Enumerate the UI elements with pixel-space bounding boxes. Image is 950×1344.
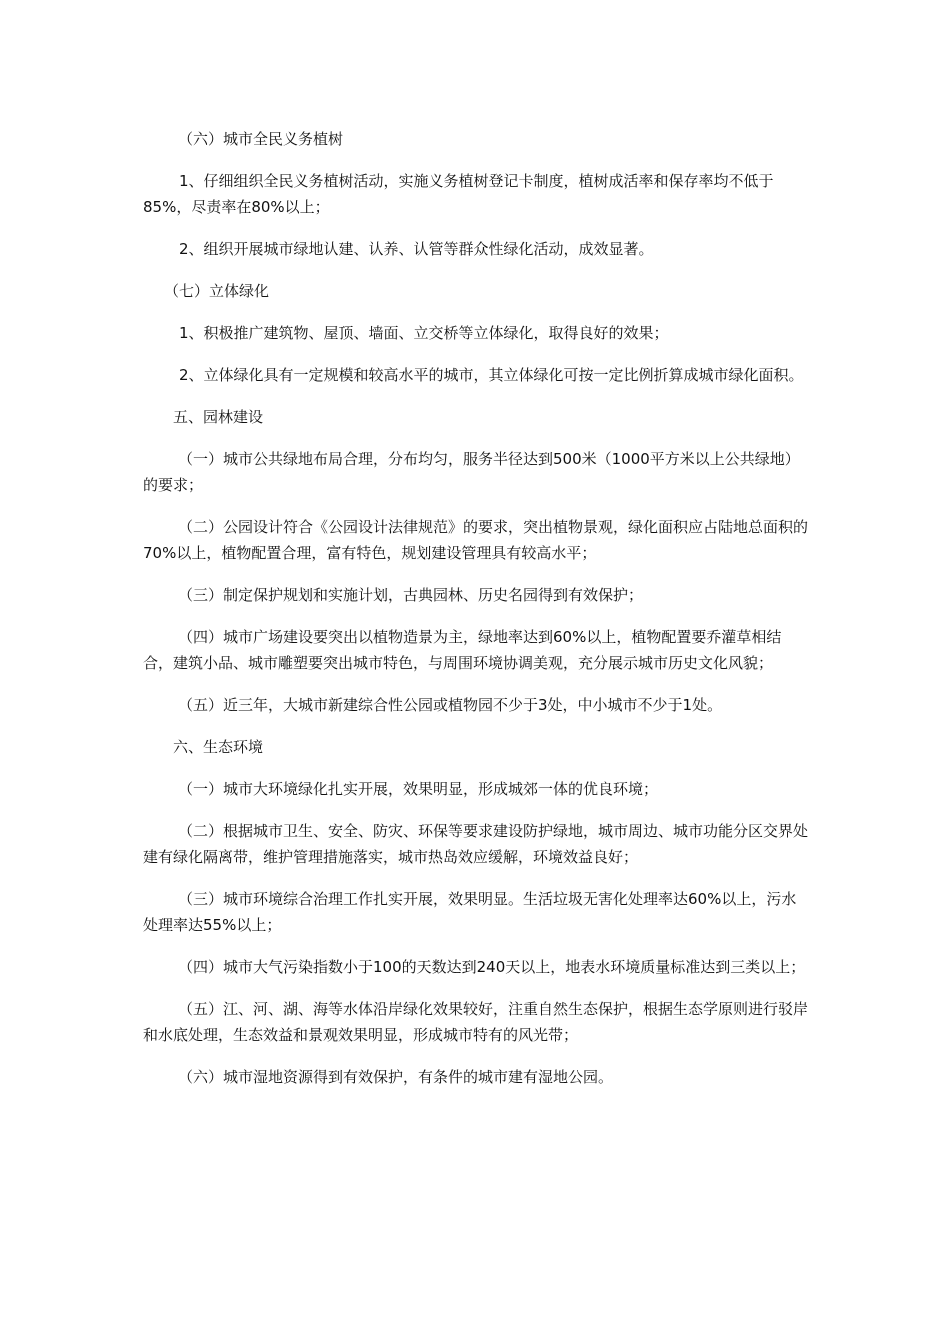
paragraph: （四）城市大气污染指数小于100的天数达到240天以上，地表水环境质量标准达到三类以上； (178, 958, 806, 976)
paragraph: （三）制定保护规划和实施计划，古典园林、历史名园得到有效保护； (178, 586, 644, 604)
paragraph: 1、仔细组织全民义务植树活动，实施义务植树登记卡制度，植树成活率和保存率均不低于85%，尽责率在80%以上； (143, 172, 774, 216)
paragraph: （六）城市湿地资源得到有效保护，有条件的城市建有湿地公园。 (178, 1068, 614, 1086)
section-heading-afforestation: （六）城市全民义务植树 (178, 130, 344, 148)
paragraph: 2、组织开展城市绿地认建、认养、认管等群众性绿化活动，成效显著。 (179, 240, 654, 258)
chapter-heading-garden-construction: 五、园林建设 (173, 408, 264, 426)
paragraph: （三）城市环境综合治理工作扎实开展，效果明显。生活垃圾无害化处理率达60%以上，污水处理率达55%以上； (143, 890, 797, 934)
section-heading-vertical-greening: （七）立体绿化 (164, 282, 270, 300)
paragraph: （五）近三年，大城市新建综合性公园或植物园不少于3处，中小城市不少于1处。 (178, 696, 723, 714)
paragraph: （五）江、河、湖、海等水体沿岸绿化效果较好，注重自然生态保护，根据生态学原则进行驳岸和水底处理，生态效益和景观效果明显，形成城市特有的风光带； (143, 1000, 809, 1044)
paragraph: 1、积极推广建筑物、屋顶、墙面、立交桥等立体绿化，取得良好的效果； (179, 324, 669, 342)
paragraph: 2、立体绿化具有一定规模和较高水平的城市，其立体绿化可按一定比例折算成城市绿化面积。 (179, 366, 804, 384)
paragraph: （四）城市广场建设要突出以植物造景为主，绿地率达到60%以上，植物配置要乔灌草相结合，建筑小品、城市雕塑要突出城市特色，与周围环境协调美观，充分展示城市历史文化风貌； (143, 628, 782, 672)
paragraph: （一）城市公共绿地布局合理，分布均匀，服务半径达到500米（1000平方米以上公共绿地）的要求； (143, 450, 800, 494)
document-page (143, 126, 808, 1106)
paragraph: （二）根据城市卫生、安全、防灾、环保等要求建设防护绿地，城市周边、城市功能分区交界处建有绿化隔离带，维护管理措施落实，城市热岛效应缓解，环境效益良好； (143, 822, 809, 866)
paragraph: （二）公园设计符合《公园设计法律规范》的要求，突出植物景观，绿化面积应占陆地总面积的70%以上，植物配置合理，富有特色，规划建设管理具有较高水平； (143, 518, 809, 562)
chapter-heading-ecological-environment: 六、生态环境 (173, 738, 264, 756)
paragraph: （一）城市大环境绿化扎实开展，效果明显，形成城郊一体的优良环境； (178, 780, 659, 798)
